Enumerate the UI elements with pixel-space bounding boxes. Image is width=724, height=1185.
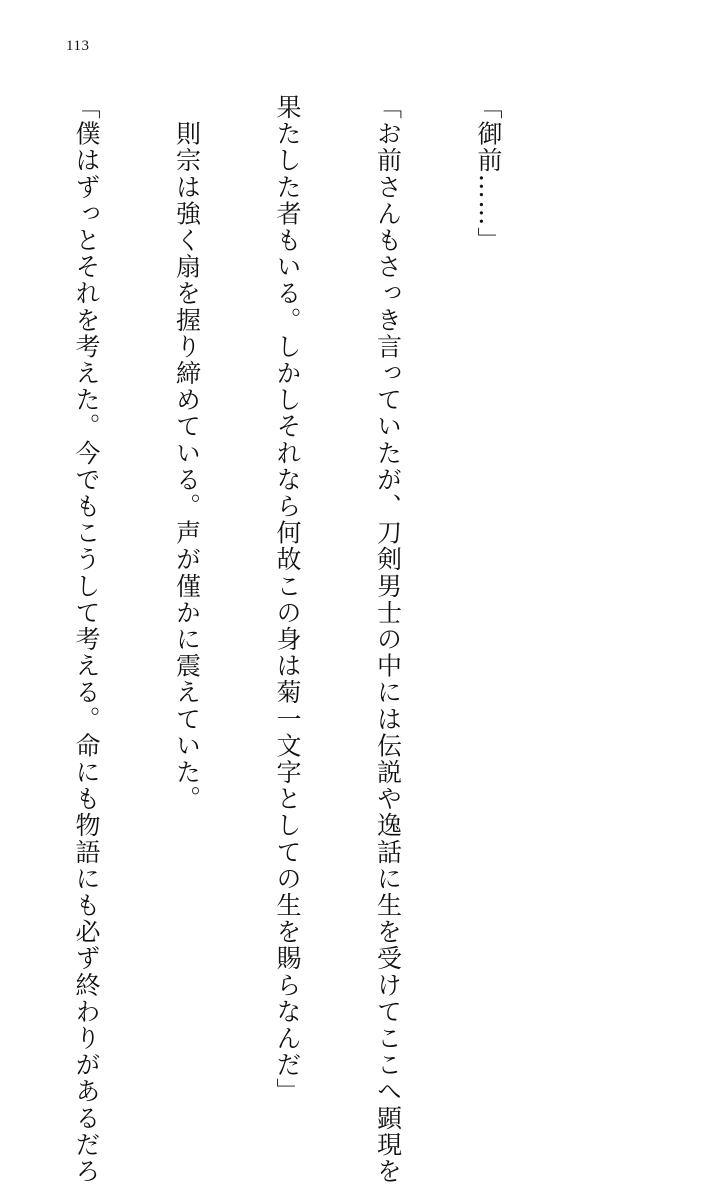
text-line: 「御前……」 — [474, 94, 503, 254]
vertical-text-body — [0, 94, 572, 1185]
page-number: 113 — [66, 38, 90, 54]
text-line: 「お前さんもさっき言っていたが、刀剣男士の中には伝説や逸話に生を受けてここへ顕現を — [373, 94, 403, 1185]
text-line: 果たした者もいる。しかしそれなら何故この身は菊一文字としての生を賜らなんだ」 — [273, 94, 302, 1105]
text-line — [0, 94, 3, 974]
text-line: 則宗は強く扇を握り締めている。声が僅かに震えていた。 — [172, 94, 202, 813]
text-line: 「僕はずっとそれを考えた。今でもこうして考える。命にも物語にも必ず終わりがあるだろ — [72, 94, 101, 1185]
